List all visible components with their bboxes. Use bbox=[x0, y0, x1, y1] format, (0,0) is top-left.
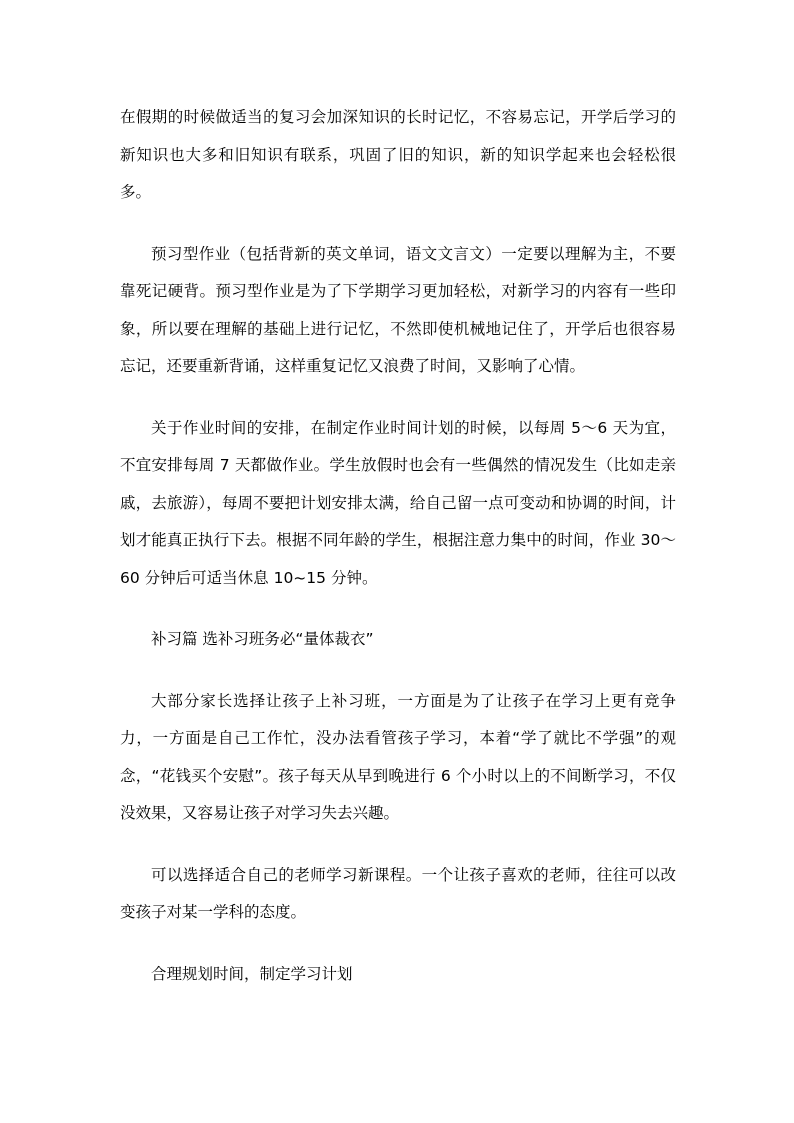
paragraph-choose-teacher: 可以选择适合自己的老师学习新课程。一个让孩子喜欢的老师，往往可以改变孩子对某一学科的态度。 bbox=[120, 865, 676, 921]
section-heading-planning: 合理规划时间，制定学习计划 bbox=[151, 964, 353, 983]
section-heading-tutoring: 补习篇 选补习班务必“量体裁衣” bbox=[151, 630, 374, 648]
document-body bbox=[120, 99, 676, 1017]
paragraph-preview-homework: 预习型作业（包括背新的英文单词，语文文言文）一定要以理解为主，不要靠死记硬背。预习型作业是为了下学期学习更加轻松，对新学习的内容有一些印象，所以要在理解的基础上进行记忆，不然即使机械地记住了，开学后也很容易忘记，还要重新背诵，这样重复记忆又浪费了时间，又影响了心情。 bbox=[120, 244, 676, 375]
paragraph-tutoring-classes: 大部分家长选择让孩子上补习班，一方面是为了让孩子在学习上更有竞争力，一方面是自己工作忙，没办法看管孩子学习，本着“学了就比不学强”的观念，“花钱买个安慰”。孩子每天从早到晚进行 6 个小时以上的不间断学习，不仅没效果，又容易让孩子对学习失去兴趣。 bbox=[120, 691, 676, 822]
paragraph-review: 在假期的时候做适当的复习会加深知识的长时记忆，不容易忘记，开学后学习的新知识也大多和旧知识有联系，巩固了旧的知识，新的知识学起来也会轻松很多。 bbox=[120, 108, 676, 201]
paragraph-homework-schedule: 关于作业时间的安排，在制定作业时间计划的时候，以每周 5～6 天为宜，不宜安排每周 7 天都做作业。学生放假时也会有一些偶然的情况发生（比如走亲戚，去旅游），每周不要把计划安排太满，给自己留一点可变动和协调的时间，计划才能真正执行下去。根据不同年龄的学生，根据注意力集中的时间，作业 30～60 分钟后可适当休息 10~15 分钟。 bbox=[120, 418, 676, 587]
